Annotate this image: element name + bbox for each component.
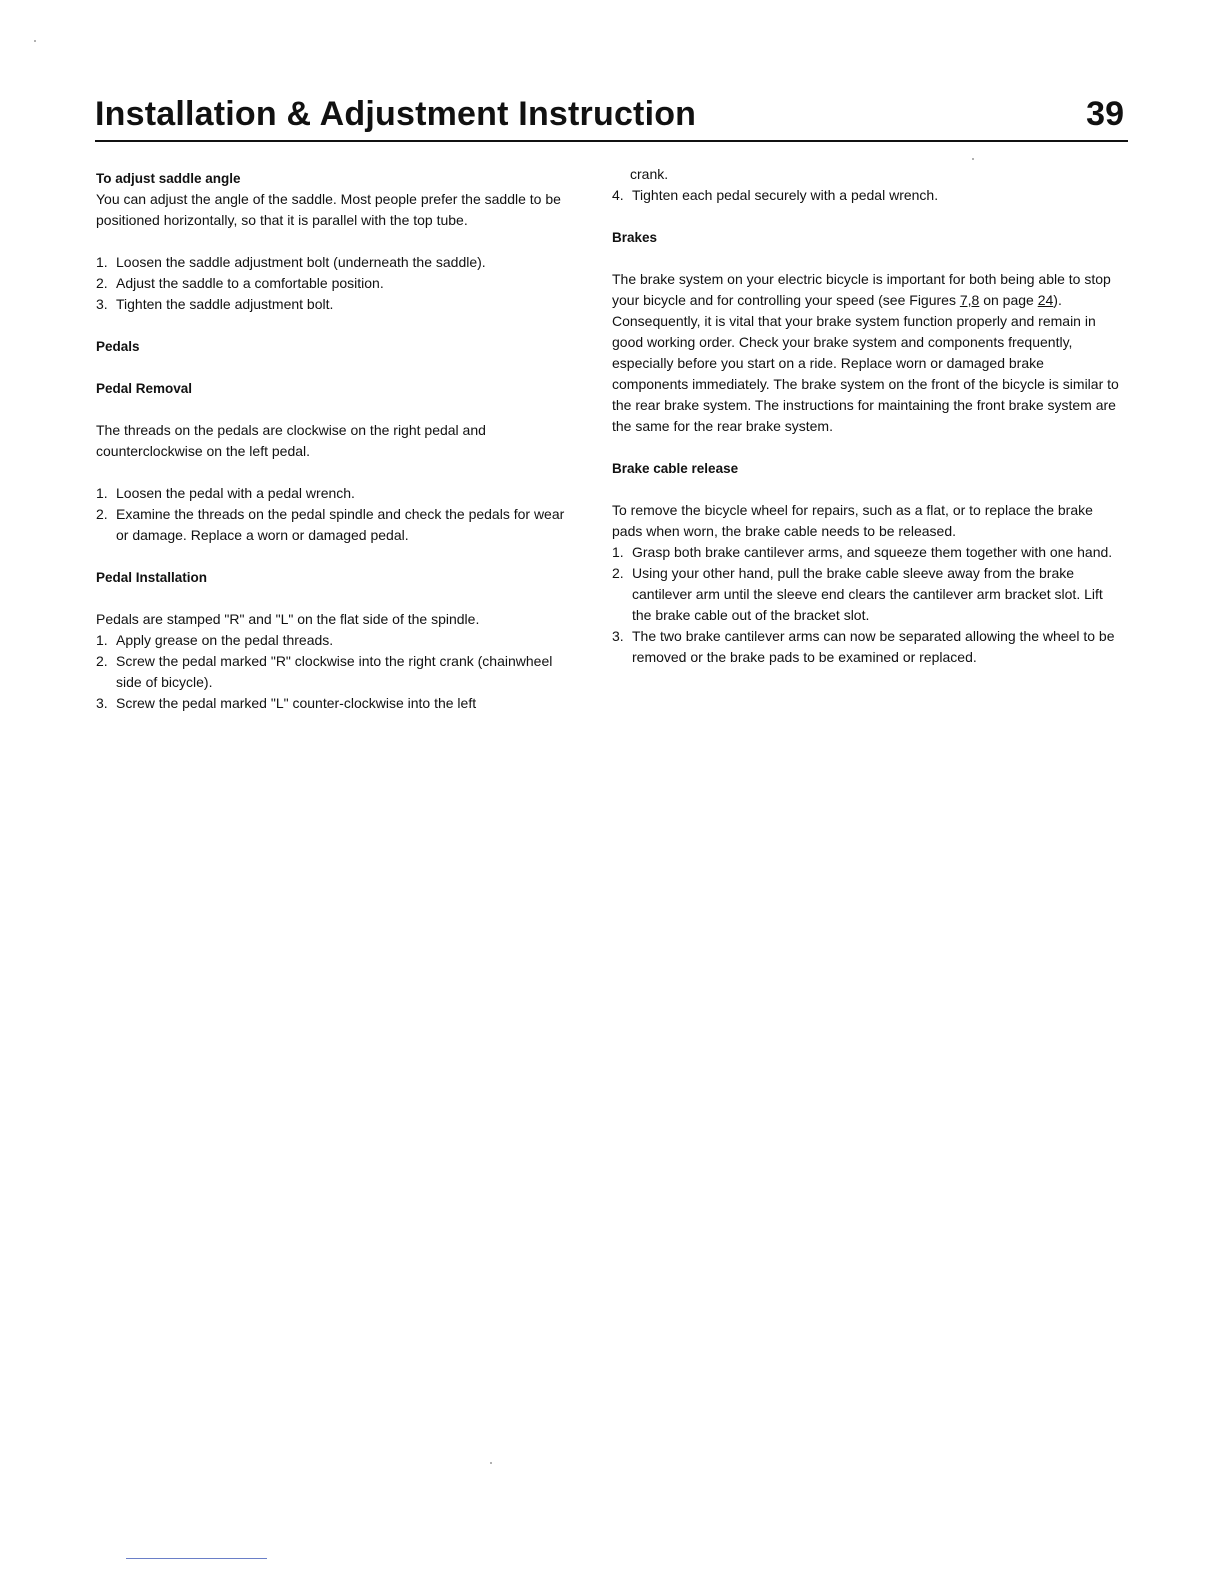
list-item: 1. Grasp both brake cantilever arms, and squeeze them together with one hand. <box>612 544 1113 560</box>
scan-speck <box>34 40 36 42</box>
figure-reference: 7,8 <box>959 292 980 308</box>
pedal-installation-steps-list <box>96 630 566 714</box>
page-header <box>95 92 1128 142</box>
list-item: 2. Using your other hand, pull the brake cable sleeve away from the brake cantilever arm until the sleeve end clears the cantilever arm bracket slot. Lift the brake cable out of the bracket slot. <box>612 565 1103 623</box>
corner-line <box>126 1558 267 1559</box>
list-item: 2. Adjust the saddle to a comfortable position. <box>96 275 384 291</box>
list-item: 3. Tighten the saddle adjustment bolt. <box>96 296 334 312</box>
list-item: 3. The two brake cantilever arms can now be separated allowing the wheel to be removed or the brake pads to be examined or replaced. <box>612 628 1115 665</box>
brakes-heading: Brakes <box>612 230 658 245</box>
list-item: 1. Apply grease on the pedal threads. <box>96 632 334 648</box>
saddle-intro-paragraph: You can adjust the angle of the saddle. Most people prefer the saddle to be positioned horizontally, so that it is parallel with the top tube. <box>96 191 561 228</box>
pedal-removal-heading: Pedal Removal <box>96 381 193 396</box>
saddle-steps-list <box>96 252 566 315</box>
pedal-installation-intro: Pedals are stamped "R" and "L" on the flat side of the spindle. <box>96 611 480 627</box>
brakes-paragraph: The brake system on your electric bicycle is important for both being able to stop your bicycle and for controlling your speed (see Figures 7,8 on page 24). Consequently, it is vital that your brake system function properly and remain in good working order. Check your brake system and components frequently, especially before you start on a ride. Replace worn or damaged brake components immediately. The brake system on the front of the bicycle is similar to the rear brake system. The instructions for maintaining the front brake system are the same for the rear brake system. <box>612 271 1119 434</box>
pedals-heading: Pedals <box>96 339 140 354</box>
scan-speck <box>972 158 974 160</box>
page-reference: 24 <box>1037 292 1054 308</box>
brake-cable-intro: To remove the bicycle wheel for repairs, such as a flat, or to replace the brake pads when worn, the brake cable needs to be released. <box>612 502 1093 539</box>
brake-cable-release-heading: Brake cable release <box>612 461 739 476</box>
list-item: 3. Screw the pedal marked "L" counter-clockwise into the left <box>96 695 477 711</box>
left-column <box>96 168 566 714</box>
pedal-removal-intro: The threads on the pedals are clockwise on the right pedal and counterclockwise on the left pedal. <box>96 422 486 459</box>
pedal-removal-steps-list <box>96 483 566 546</box>
list-item: 1. Loosen the pedal with a pedal wrench. <box>96 485 355 501</box>
pedal-installation-heading: Pedal Installation <box>96 570 208 585</box>
brake-cable-steps-list <box>612 542 1122 668</box>
scan-speck <box>490 1462 492 1464</box>
saddle-angle-heading: To adjust saddle angle <box>96 171 241 186</box>
continued-text: crank. <box>630 166 669 182</box>
right-column <box>612 164 1122 668</box>
page-number: 39 <box>1086 95 1124 133</box>
list-item: 4. Tighten each pedal securely with a pedal wrench. <box>612 187 939 203</box>
list-item: 2. Screw the pedal marked "R" clockwise into the right crank (chainwheel side of bicycle). <box>96 653 553 690</box>
list-item: 2. Examine the threads on the pedal spindle and check the pedals for wear or damage. Replace a worn or damaged pedal. <box>96 506 565 543</box>
pedal-step-4-list <box>612 185 1122 206</box>
list-item: 1. Loosen the saddle adjustment bolt (underneath the saddle). <box>96 254 486 270</box>
page-title: Installation & Adjustment Instruction <box>95 95 697 133</box>
